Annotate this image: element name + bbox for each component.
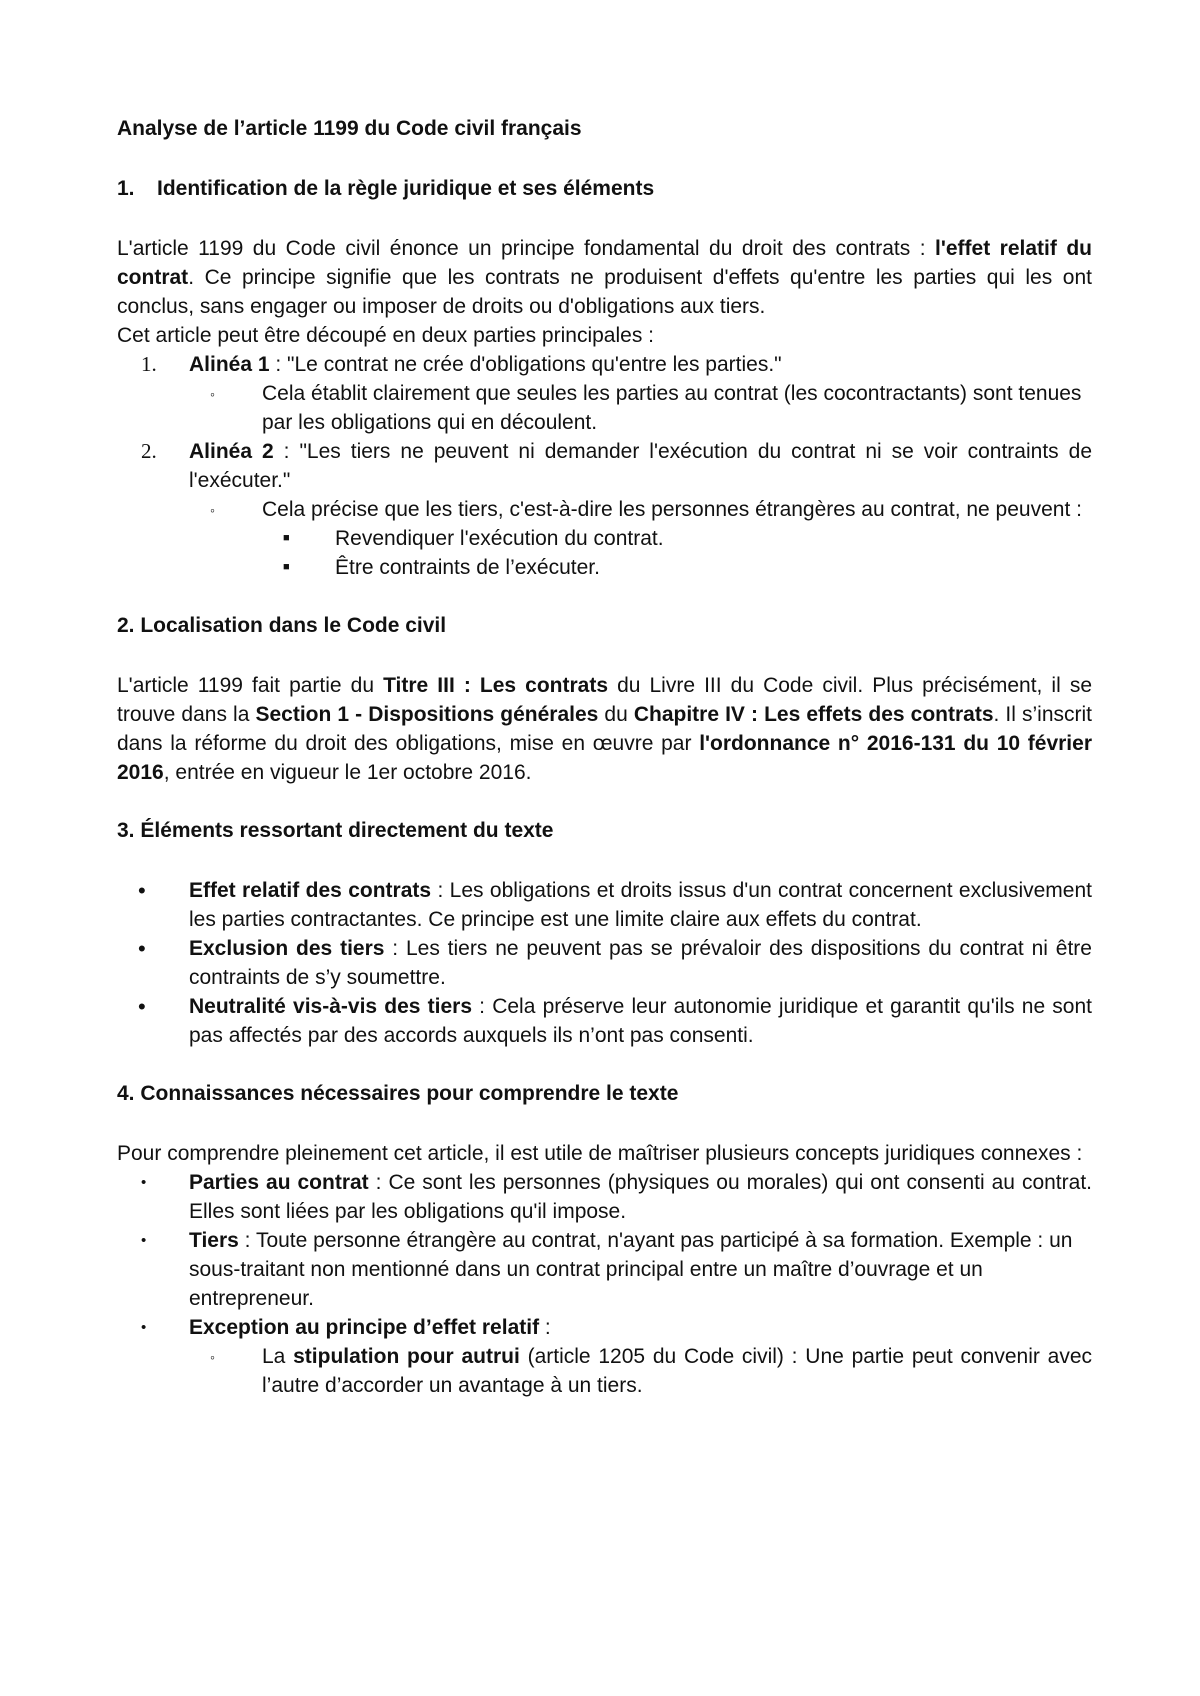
- text-run: Revendiquer l'exécution du contrat.: [335, 527, 664, 550]
- text-run: . Ce principe signifie que les contrats ne produisent d'effets qu'entre les parties qui les ont conclus, sans engager ou imposer de droits ou d'obligations aux tiers.: [117, 266, 1092, 318]
- list-item: [117, 1313, 1092, 1342]
- sub-list-item: [117, 379, 1092, 437]
- square-bullet-icon: ■: [283, 561, 290, 573]
- bold-run: l'ordonnance n° 2016-131 du 10 février 2016: [117, 732, 1092, 784]
- section-1-title: Identification de la règle juridique et ses éléments: [157, 177, 655, 200]
- text-run: : "Les tiers ne peuvent ni demander l'exécution du contrat ni se voir contraints de l'exécuter.": [189, 440, 1092, 492]
- document-body: [117, 114, 1092, 1400]
- bold-run: Neutralité vis-à-vis des tiers: [189, 995, 472, 1018]
- text-run: Être contraints de l’exécuter.: [335, 556, 600, 579]
- text-run: : Cela préserve leur autonomie juridique et garantit qu'ils ne sont pas affectés par des accords auxquels ils n’ont pas consenti.: [189, 995, 1092, 1047]
- section-2-heading: 2. Localisation dans le Code civil: [117, 614, 447, 637]
- section-1-number: 1.: [117, 177, 135, 200]
- section-3-list: [117, 876, 1092, 1050]
- document-title: Analyse de l’article 1199 du Code civil français: [117, 117, 582, 140]
- list-item: [117, 437, 1092, 495]
- list-item: [117, 350, 1092, 379]
- text-run: Cela établit clairement que seules les parties au contrat (les cocontractants) sont tenues par les obligations qui en découlent.: [262, 382, 1082, 434]
- text-run: :: [539, 1316, 551, 1339]
- bold-run: Titre III : Les contrats: [383, 674, 609, 697]
- bullet-icon: •: [141, 1174, 147, 1191]
- list-item: [117, 1168, 1092, 1226]
- bold-run: Section 1 - Dispositions générales: [255, 703, 599, 726]
- bold-run: l'effet relatif du contrat: [117, 237, 1092, 289]
- bold-run: Exclusion des tiers: [189, 937, 385, 960]
- sub-list-item: [117, 495, 1092, 524]
- bold-run: Tiers: [189, 1229, 239, 1252]
- section-4-heading: 4. Connaissances nécessaires pour comprendre le texte: [117, 1082, 679, 1105]
- text-run: . Il s’inscrit dans la réforme du droit des obligations, mise en œuvre par: [117, 703, 1092, 755]
- bullet-icon: •: [141, 1319, 147, 1336]
- section-1-paragraph: [117, 234, 1092, 321]
- bold-run: Effet relatif des contrats: [189, 879, 432, 902]
- text-run: : "Le contrat ne crée d'obligations qu'entre les parties.": [269, 353, 782, 376]
- text-run: : Les obligations et droits issus d'un contrat concernent exclusivement les parties contractantes. Ce principe est une limite claire aux effets du contrat.: [189, 879, 1092, 931]
- section-2-paragraph: [117, 671, 1092, 787]
- section-4-list: [117, 1168, 1092, 1400]
- bullet-icon: •: [138, 936, 146, 961]
- text-run: La: [262, 1345, 294, 1368]
- bold-run: stipulation pour autrui: [293, 1345, 520, 1368]
- list-number: 2.: [141, 439, 157, 463]
- text-run: : Toute personne étrangère au contrat, n'ayant pas participé à sa formation. Exemple : un sous-traitant non mentionné dans un contrat principal entre un maître d’ouvrage et un entrepreneur.: [189, 1229, 1073, 1310]
- text-run: Cela précise que les tiers, c'est-à-dire les personnes étrangères au contrat, ne peuvent :: [262, 498, 1082, 521]
- bold-run: Parties au contrat: [189, 1171, 369, 1194]
- text-run: : Les tiers ne peuvent pas se prévaloir des dispositions du contrat ni être contraints de s’y soumettre.: [189, 937, 1092, 989]
- circle-bullet-icon: ◦: [210, 386, 215, 402]
- list-item: [117, 1226, 1092, 1313]
- text-run: L'article 1199 du Code civil énonce un principe fondamental du droit des contrats :: [117, 237, 936, 260]
- text-run: L'article 1199 fait partie du: [117, 674, 384, 697]
- bullet-icon: •: [141, 1232, 147, 1249]
- list-number: 1.: [141, 352, 157, 376]
- list-item: [117, 992, 1092, 1050]
- text-run: (article 1205 du Code civil) : Une partie peut convenir avec l’autre d’accorder un avantage à un tiers.: [262, 1345, 1092, 1397]
- list-item: [117, 934, 1092, 992]
- bullet-icon: •: [138, 994, 146, 1019]
- section-1-heading: [117, 174, 1092, 203]
- text-run: du: [598, 703, 634, 726]
- square-bullet-icon: ■: [283, 532, 290, 544]
- bold-run: Chapitre IV : Les effets des contrats: [633, 703, 994, 726]
- section-4-intro: Pour comprendre pleinement cet article, il est utile de maîtriser plusieurs concepts juridiques connexes :: [117, 1142, 1083, 1165]
- text-run: : Ce sont les personnes (physiques ou morales) qui ont consenti au contrat. Elles sont liées par les obligations qu'il impose.: [189, 1171, 1092, 1223]
- list-item: [117, 876, 1092, 934]
- text-run: du Livre III du Code civil. Plus précisément, il se trouve dans la: [117, 674, 1092, 726]
- sub-sub-list-item: [117, 524, 1092, 553]
- sub-sub-list-item: [117, 553, 1092, 582]
- section-3-heading: 3. Éléments ressortant directement du texte: [117, 819, 554, 842]
- bullet-icon: •: [138, 878, 146, 903]
- section-1-intro: Cet article peut être découpé en deux parties principales :: [117, 324, 654, 347]
- circle-bullet-icon: ◦: [210, 502, 215, 518]
- circle-bullet-icon: ◦: [210, 1349, 215, 1365]
- bold-run: Exception au principe d’effet relatif: [189, 1316, 540, 1339]
- sub-list-item: [117, 1342, 1092, 1400]
- text-run: , entrée en vigueur le 1er octobre 2016.: [163, 761, 532, 784]
- section-1-list: [117, 350, 1092, 582]
- bold-run: Alinéa 2: [189, 440, 274, 463]
- bold-run: Alinéa 1: [189, 353, 270, 376]
